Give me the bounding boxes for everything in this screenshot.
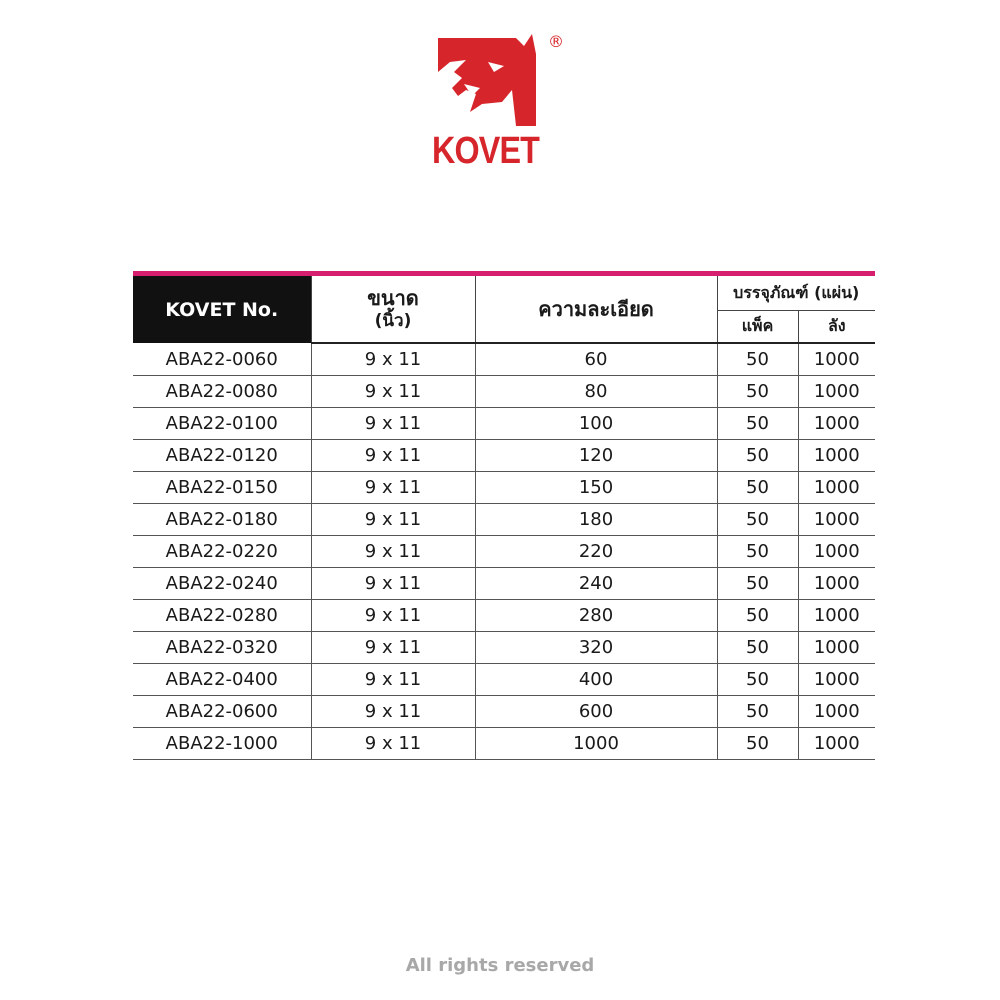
cell-code: ABA22-0240 (133, 568, 311, 600)
cell-grit: 60 (475, 343, 717, 376)
registered-mark: ® (548, 32, 564, 51)
footer-text: All rights reserved (405, 955, 595, 976)
cell-size: 9 x 11 (311, 472, 475, 504)
cell-box: 1000 (798, 440, 875, 472)
cell-code: ABA22-1000 (133, 728, 311, 760)
table-row (133, 408, 875, 440)
cell-pack: 50 (717, 408, 798, 440)
header-kovet-no: KOVET No. (133, 276, 311, 343)
cell-box: 1000 (798, 728, 875, 760)
cell-pack: 50 (717, 600, 798, 632)
cell-code: ABA22-0080 (133, 376, 311, 408)
cell-grit: 280 (475, 600, 717, 632)
cell-box: 1000 (798, 600, 875, 632)
cell-box: 1000 (798, 632, 875, 664)
cell-box: 1000 (798, 376, 875, 408)
cell-grit: 120 (475, 440, 717, 472)
cell-grit: 220 (475, 536, 717, 568)
cell-code: ABA22-0150 (133, 472, 311, 504)
cell-size: 9 x 11 (311, 664, 475, 696)
cell-pack: 50 (717, 632, 798, 664)
cell-code: ABA22-0180 (133, 504, 311, 536)
cell-code: ABA22-0600 (133, 696, 311, 728)
cell-code: ABA22-0100 (133, 408, 311, 440)
cell-size: 9 x 11 (311, 696, 475, 728)
cell-pack: 50 (717, 696, 798, 728)
cell-box: 1000 (798, 664, 875, 696)
header-size (311, 276, 475, 343)
table-row (133, 343, 875, 376)
cell-box: 1000 (798, 408, 875, 440)
cell-code: ABA22-0400 (133, 664, 311, 696)
cell-pack: 50 (717, 376, 798, 408)
table-row (133, 536, 875, 568)
cell-grit: 180 (475, 504, 717, 536)
table-row (133, 504, 875, 536)
cell-box: 1000 (798, 504, 875, 536)
cell-pack: 50 (717, 343, 798, 376)
table-row (133, 440, 875, 472)
table-row (133, 376, 875, 408)
cell-grit: 150 (475, 472, 717, 504)
table-row (133, 600, 875, 632)
header-box: ลัง (798, 311, 875, 344)
cell-pack: 50 (717, 440, 798, 472)
cell-size: 9 x 11 (311, 536, 475, 568)
cell-code: ABA22-0280 (133, 600, 311, 632)
header-pack: แพ็ค (717, 311, 798, 344)
table-row (133, 472, 875, 504)
cell-grit: 1000 (475, 728, 717, 760)
cell-size: 9 x 11 (311, 376, 475, 408)
cell-pack: 50 (717, 472, 798, 504)
header-packaging: บรรจุภัณฑ์ (แผ่น) (717, 276, 875, 311)
kovet-logo (432, 32, 572, 172)
cell-code: ABA22-0120 (133, 440, 311, 472)
table-row (133, 664, 875, 696)
cell-box: 1000 (798, 536, 875, 568)
cell-grit: 400 (475, 664, 717, 696)
cell-size: 9 x 11 (311, 728, 475, 760)
cell-box: 1000 (798, 568, 875, 600)
cell-grit: 320 (475, 632, 717, 664)
table-row (133, 632, 875, 664)
cell-pack: 50 (717, 728, 798, 760)
brand-name: KOVET (432, 130, 540, 172)
header-size-label: ขนาด (367, 286, 419, 310)
header-size-unit: (นิ้ว) (374, 311, 412, 331)
cell-size: 9 x 11 (311, 408, 475, 440)
cell-pack: 50 (717, 504, 798, 536)
cell-grit: 240 (475, 568, 717, 600)
cell-size: 9 x 11 (311, 440, 475, 472)
table-row (133, 696, 875, 728)
product-table-container (133, 271, 875, 760)
cell-box: 1000 (798, 696, 875, 728)
cell-code: ABA22-0060 (133, 343, 311, 376)
cell-box: 1000 (798, 472, 875, 504)
table-row (133, 728, 875, 760)
cell-size: 9 x 11 (311, 504, 475, 536)
wolf-head-icon (432, 32, 554, 128)
cell-grit: 100 (475, 408, 717, 440)
cell-code: ABA22-0220 (133, 536, 311, 568)
cell-size: 9 x 11 (311, 600, 475, 632)
header-grit: ความละเอียด (475, 276, 717, 343)
cell-size: 9 x 11 (311, 632, 475, 664)
cell-size: 9 x 11 (311, 343, 475, 376)
cell-grit: 600 (475, 696, 717, 728)
cell-box: 1000 (798, 343, 875, 376)
table-body (133, 343, 875, 760)
cell-size: 9 x 11 (311, 568, 475, 600)
product-table (133, 276, 875, 760)
cell-code: ABA22-0320 (133, 632, 311, 664)
table-row (133, 568, 875, 600)
cell-pack: 50 (717, 536, 798, 568)
cell-pack: 50 (717, 568, 798, 600)
cell-pack: 50 (717, 664, 798, 696)
cell-grit: 80 (475, 376, 717, 408)
